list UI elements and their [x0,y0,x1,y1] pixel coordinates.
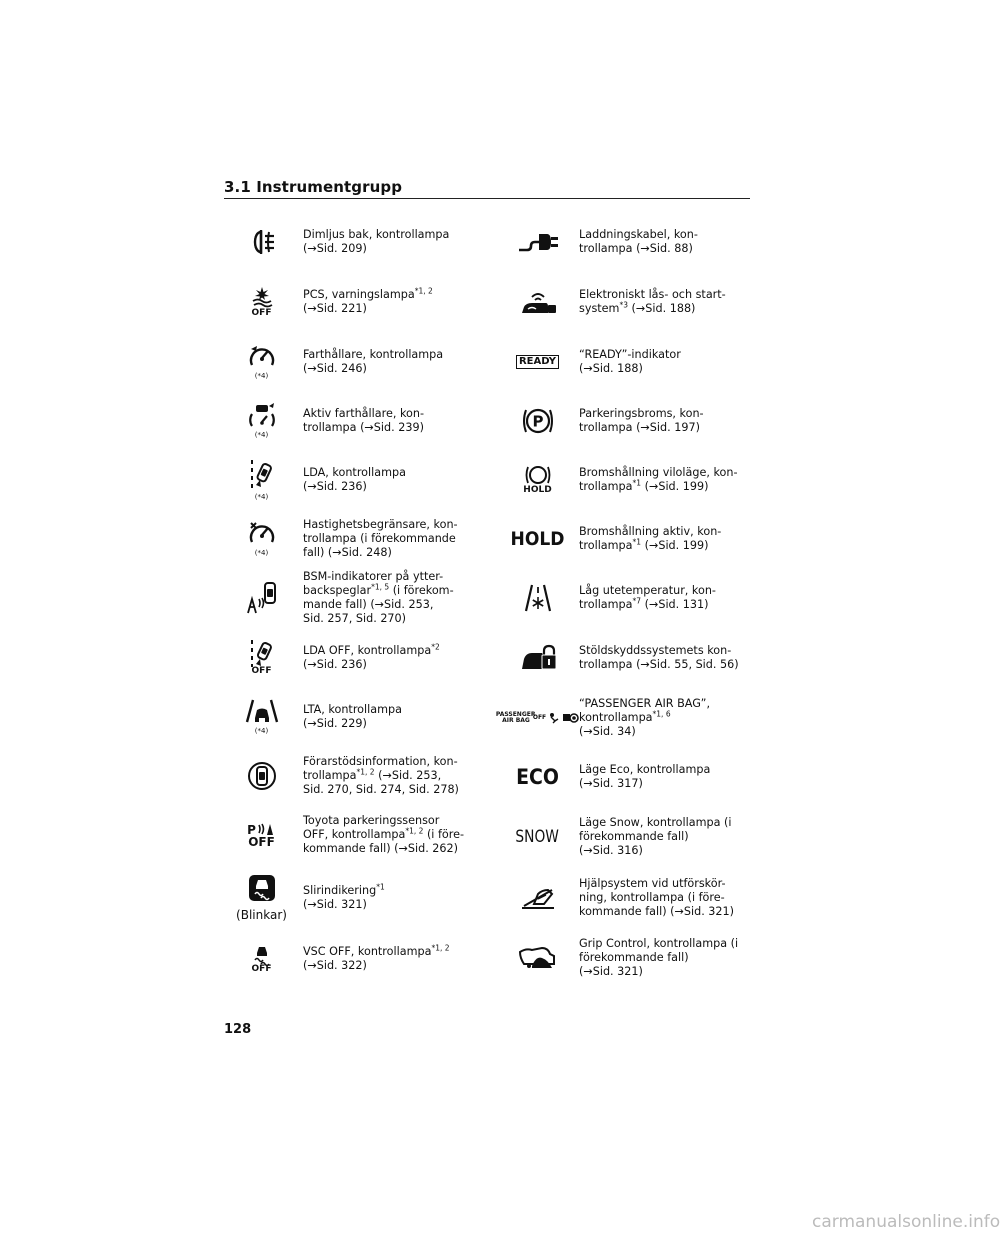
charging-cable-icon [517,230,559,254]
list-item [224,628,474,687]
off-label: OFF [251,963,272,974]
passenger-airbag-label: PASSENGER AIR BAG [495,710,536,724]
list-item [224,568,474,628]
item-text: Förarstödsinformation, kon- trollampa$^{*1, 2}$ (→Sid. 253, Sid. 270, Sid. 274, Sid. 278) [303,754,459,796]
list-item [500,509,750,568]
list-item [224,272,474,332]
list-item [500,332,750,391]
item-text: PCS, varningslampa$^{*1, 2}$ (→Sid. 221) [303,286,433,315]
note-label: (*4) [254,549,269,557]
item-text: LDA, kontrollampa (→Sid. 236) [303,465,406,493]
cruise-control-icon [248,343,276,369]
item-text: Laddningskabel, kon- trollampa (→Sid. 88) [579,228,698,255]
list-item [224,805,474,865]
speed-limiter-icon [248,520,276,546]
item-text: Toyota parkeringssensor OFF, kontrollampa$^{*1, 2}$ (i före- kommande fall) (→Sid. 262) [303,814,465,855]
low-temperature-icon [525,584,551,612]
list-item [224,212,474,272]
list-item [224,687,474,746]
item-text: Bromshållning aktiv, kon- trollampa$^{*1}$ (→Sid. 199) [579,524,722,552]
parking-letter: P [247,823,256,837]
driver-support-icon [247,761,277,791]
page-number: 128 [224,1022,252,1037]
downhill-assist-icon [520,884,556,912]
brake-hold-standby-icon [524,464,552,486]
list-item [500,450,750,509]
note-label: (*4) [254,493,269,501]
airbag-off-label: OFF [532,714,547,721]
slip-indicator-icon [248,874,276,902]
note-label: (*4) [254,372,269,380]
item-text: Dimljus bak, kontrollampa (→Sid. 209) [303,228,450,255]
off-label: OFF [251,307,272,318]
note-label: (Blinkar) [236,908,287,922]
list-item [500,628,750,687]
section-title: 3.1 Instrumentgrupp [224,178,403,196]
list-item [495,687,750,748]
item-text: Hastighetsbegränsare, kon- trollampa (i förekommande fall) (→Sid. 248) [303,517,458,559]
brake-hold-active-icon: HOLD [510,527,565,550]
snow-mode-icon: SNOW [515,827,560,847]
list-item [224,332,474,391]
note-label: (*4) [254,431,269,439]
list-item [224,865,474,931]
list-item [224,746,474,805]
parking-brake-letter: P [532,412,543,430]
list-item [500,806,750,868]
list-item [224,509,474,568]
parking-sensor-off-icon [247,822,276,836]
watermark: carmanualsonline.info [812,1212,1000,1232]
list-item [500,272,750,332]
grip-control-icon [518,944,558,972]
item-text: Elektroniskt lås- och start- system$^{*3}$ (→Sid. 188) [579,288,726,315]
item-text: “PASSENGER AIR BAG”, kontrollampa$^{*1, 6}$ (→Sid. 34) [579,696,711,738]
eco-mode-icon: ECO [516,765,559,789]
list-item [500,212,750,272]
lta-icon [245,698,279,724]
item-text: Läge Snow, kontrollampa (i förekommande fall) (→Sid. 316) [579,816,732,857]
sensor-waves-icon [258,822,276,836]
item-text: Låg utetemperatur, kon- trollampa$^{*7}$ (→Sid. 131) [579,584,716,611]
parking-brake-icon [522,406,554,436]
hold-label: HOLD [523,485,552,495]
off-label: OFF [248,835,275,849]
list-item [500,748,750,806]
pcs-warning-icon [247,287,277,309]
lda-off-icon [247,639,277,667]
item-text: Läge Eco, kontrollampa (→Sid. 317) [579,763,711,790]
active-cruise-control-icon [247,402,277,428]
vsc-off-icon [252,945,272,965]
item-text: Slirindikering$^{*1}$ (→Sid. 321) [303,882,385,911]
item-text: Bromshållning viloläge, kon- trollampa$^{*1}$ (→Sid. 199) [579,465,738,493]
smart-key-icon [518,289,558,315]
item-text: BSM-indikatorer på ytter- backspeglar$^{*1, 5}$ (i förekom- mande fall) (→Sid. 253, Sid. 257, Sid. 270) [303,570,454,625]
off-label: OFF [251,666,272,676]
anti-theft-icon [520,645,556,671]
item-text: VSC OFF, kontrollampa$^{*1, 2}$ (→Sid. 322) [303,943,450,972]
item-text: Stöldskyddssystemets kon- trollampa (→Sid. 55, Sid. 56) [579,643,739,671]
list-item [224,450,474,509]
ready-indicator-icon: READY [516,355,559,369]
list-item [500,928,750,987]
list-item [224,391,474,450]
lda-icon [247,458,277,490]
item-text: “READY”-indikator (→Sid. 188) [579,347,681,375]
item-text: Farthållare, kontrollampa (→Sid. 246) [303,347,444,375]
rear-fog-light-icon [247,227,277,257]
list-item [500,391,750,450]
item-text: Grip Control, kontrollampa (i förekommande fall) (→Sid. 321) [579,936,739,978]
item-text: LTA, kontrollampa (→Sid. 229) [303,702,402,730]
header-rule [224,198,750,199]
list-item [500,868,750,928]
note-label: (*4) [254,727,269,735]
item-text: Aktiv farthållare, kon- trollampa (→Sid. 239) [303,406,425,434]
item-text: Parkeringsbroms, kon- trollampa (→Sid. 197) [579,406,704,434]
item-text: LDA OFF, kontrollampa$^{*2}$ (→Sid. 236) [303,641,440,671]
right-column [495,212,750,987]
list-item [224,931,474,987]
left-column [224,212,474,987]
item-text: Hjälpsystem vid utförskör- ning, kontrollampa (i före- kommande fall) (→Sid. 321) [579,877,735,918]
list-item [500,568,750,628]
bsm-mirror-icon [246,581,278,615]
